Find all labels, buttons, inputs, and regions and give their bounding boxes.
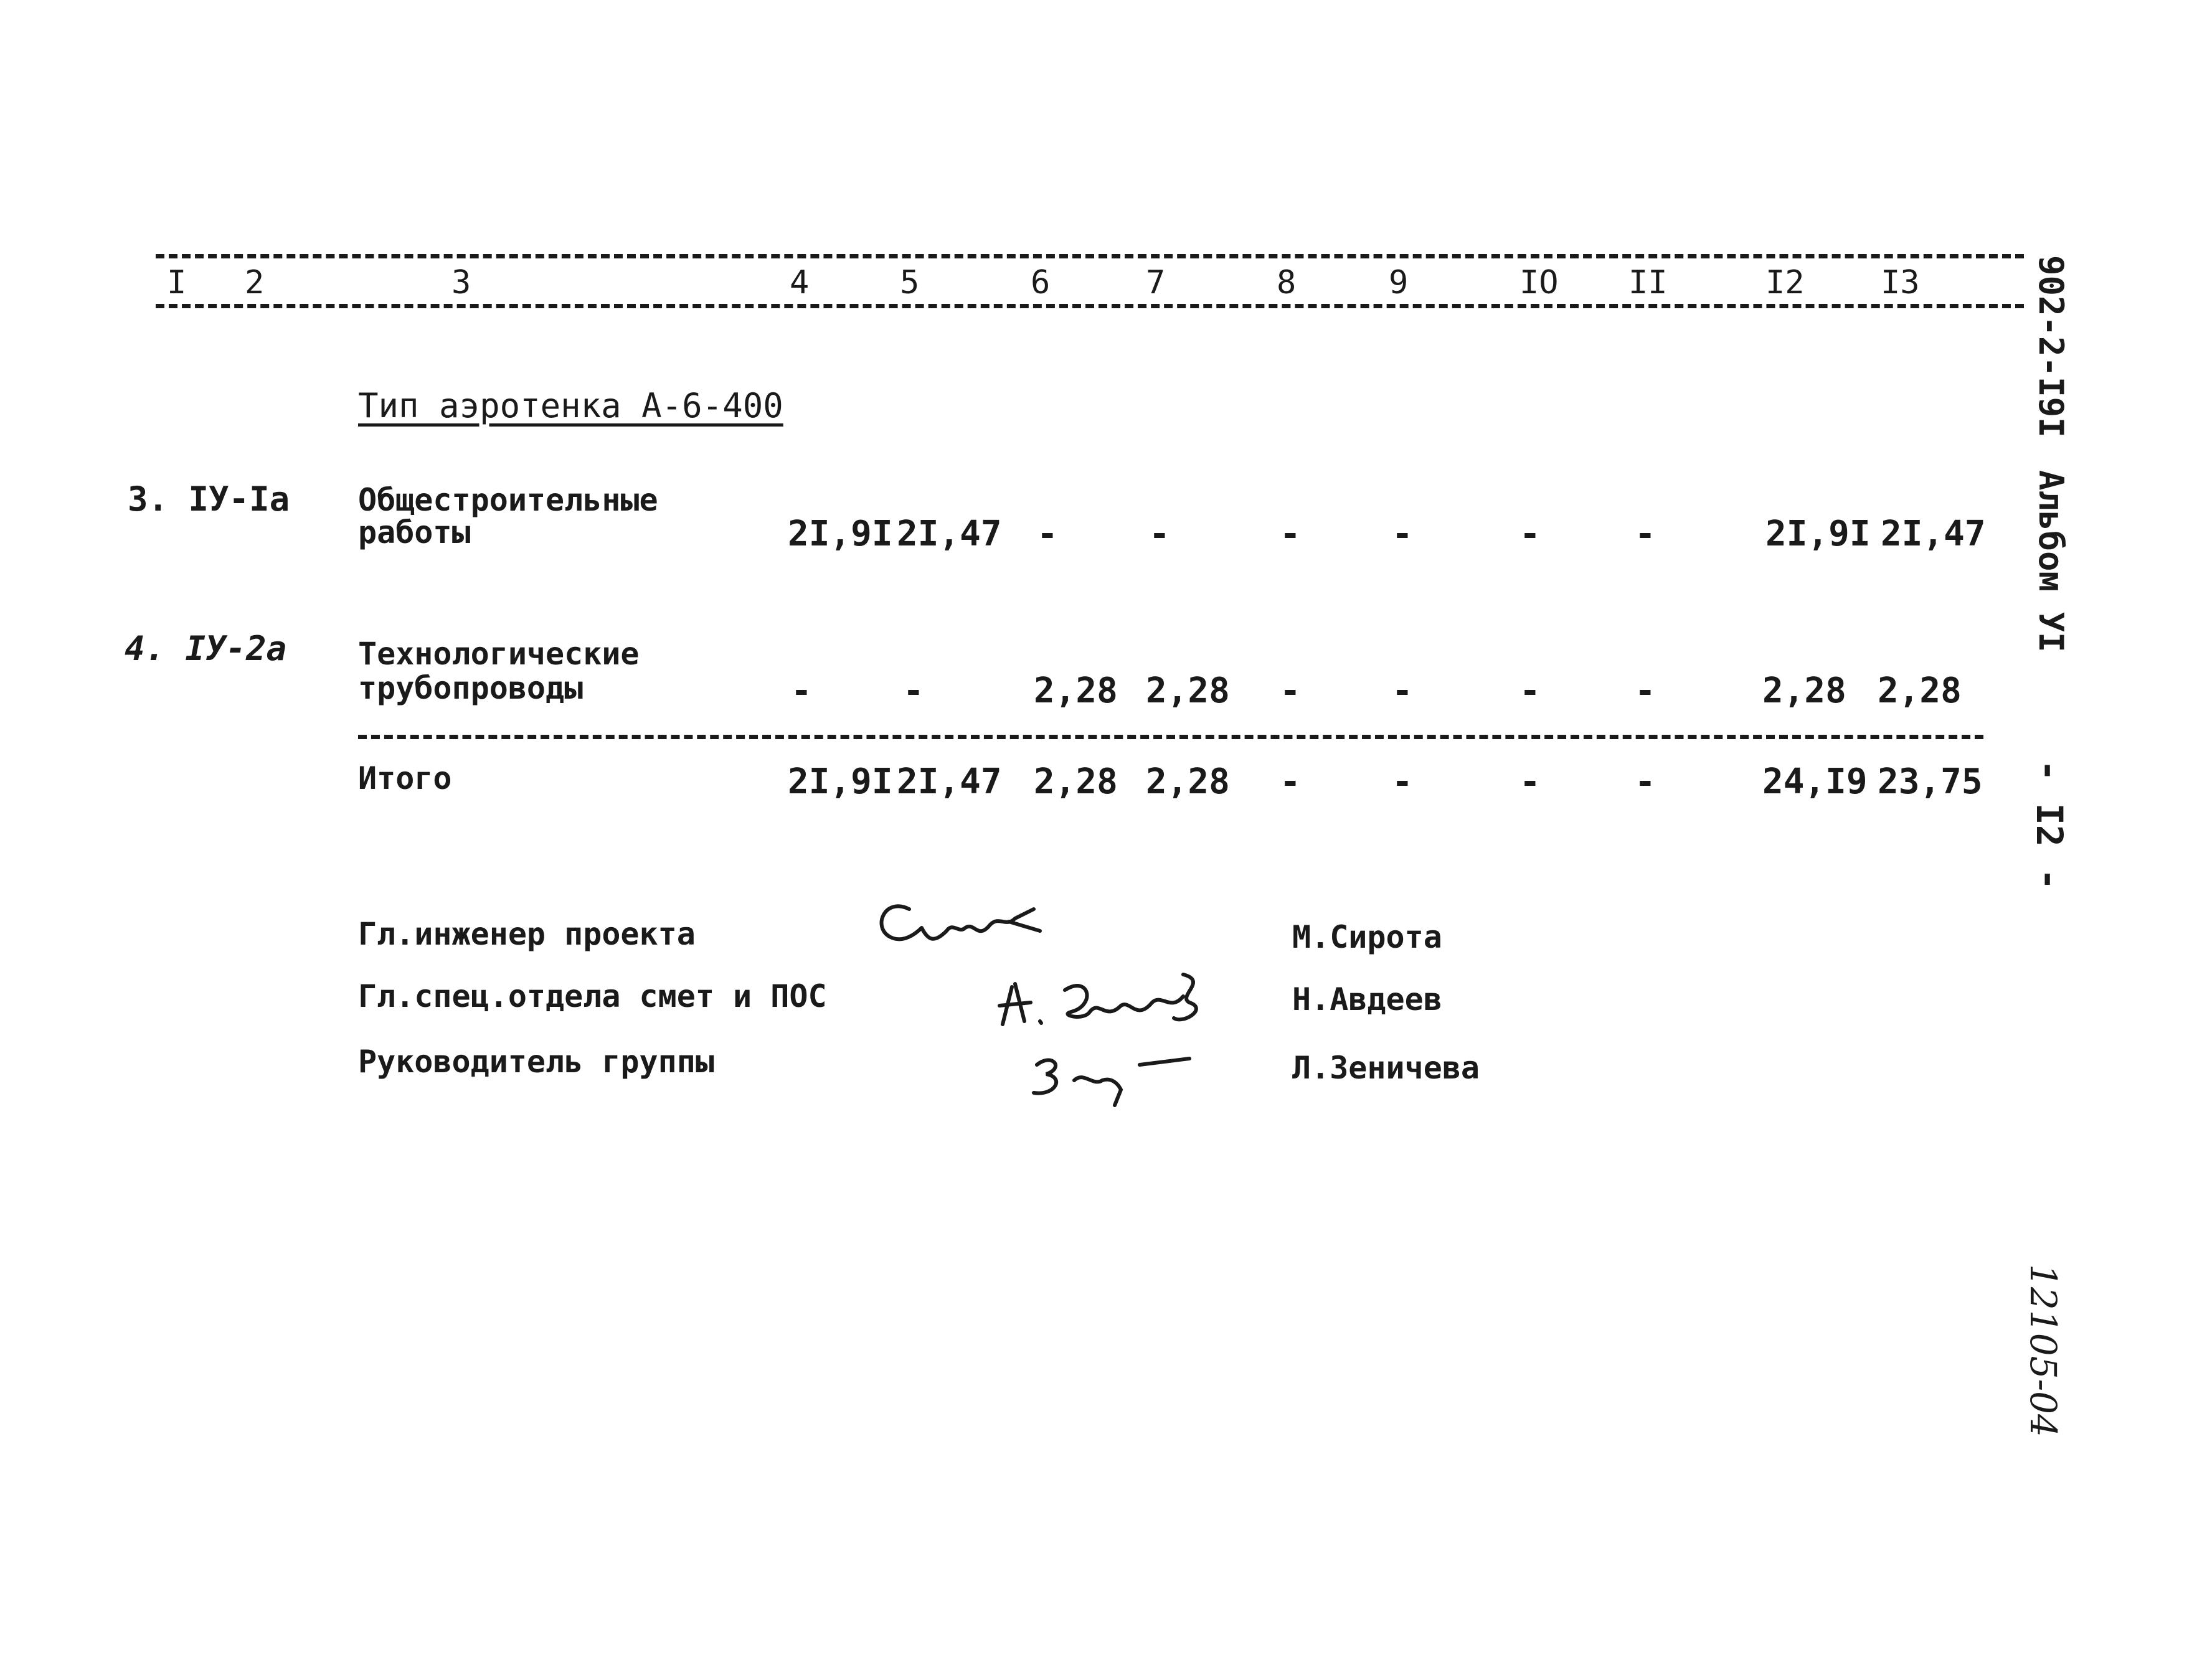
table-cell: 23,75 (1878, 762, 1983, 802)
archive-stamp: 12105-04 (2022, 1264, 2064, 1437)
table-cell: - (1392, 671, 1413, 711)
table-cell: 2,28 (1034, 762, 1118, 802)
total-label: Итого (358, 760, 452, 796)
signature-name: Л.Зеничева (1292, 1050, 1480, 1086)
table-cell: - (1519, 762, 1541, 802)
table-cell: - (1519, 514, 1541, 554)
table-cell: - (1392, 514, 1413, 554)
column-number: 7 (1146, 264, 1166, 301)
table-cell: 2,28 (1146, 671, 1230, 711)
table-cell: 24,I9 (1762, 762, 1868, 802)
table-cell: 2,28 (1762, 671, 1846, 711)
row-name-line: Общестроительные (358, 482, 658, 518)
column-number: 3 (451, 264, 471, 301)
table-cell: 2I,9I (1765, 514, 1871, 554)
column-number: I3 (1881, 264, 1920, 301)
row-name-line: трубопроводы (358, 670, 584, 706)
table-cell: - (1280, 762, 1301, 802)
signature-name: М.Сирота (1292, 919, 1442, 955)
table-cell: 2,28 (1878, 671, 1962, 711)
table-cell: 2I,47 (1881, 514, 1986, 554)
column-number: 2 (245, 264, 265, 301)
table-cell: 2I,47 (897, 762, 1002, 802)
signature-role: Гл.инженер проекта (358, 916, 696, 952)
table-cell: 2I,9I (788, 514, 893, 554)
column-number: I2 (1765, 264, 1805, 301)
table-cell: - (1635, 671, 1656, 711)
table-cell: - (1392, 762, 1413, 802)
column-number: 5 (900, 264, 920, 301)
table-cell: 2I,47 (897, 514, 1002, 554)
album-number: Альбом УI (2031, 470, 2071, 653)
row-number: 4. IУ-2а (125, 629, 287, 668)
row-name-line: Технологические (358, 636, 640, 672)
table-cell: - (1280, 671, 1301, 711)
table-cell: - (1635, 762, 1656, 802)
page-number: - I2 - (2028, 760, 2071, 890)
table-cell: - (1280, 514, 1301, 554)
row-name-line: работы (358, 514, 471, 550)
column-number: I (167, 264, 187, 301)
column-number: 6 (1031, 264, 1051, 301)
handwritten-signature (1028, 1034, 1202, 1117)
table-cell: - (903, 671, 924, 711)
section-title: Тип аэротенка А-6-400 (358, 386, 783, 425)
column-number: II (1628, 264, 1668, 301)
table-cell: 2I,9I (788, 762, 893, 802)
signature-role: Руководитель группы (358, 1044, 714, 1080)
table-cell: - (1635, 514, 1656, 554)
table-cell: - (1037, 514, 1058, 554)
total-separator-rule (358, 735, 1983, 739)
row-number: 3. IУ-Iа (128, 479, 290, 519)
table-cell: - (791, 671, 812, 711)
table-cell: 2,28 (1146, 762, 1230, 802)
table-cell: - (1149, 514, 1170, 554)
document-code: 902-2-I9I (2031, 255, 2071, 438)
column-number: 4 (790, 264, 810, 301)
signature-name: Н.Авдеев (1292, 981, 1442, 1017)
column-number: IO (1519, 264, 1559, 301)
header-bottom-rule (156, 304, 2024, 308)
table-cell: 2,28 (1034, 671, 1118, 711)
column-number: 9 (1389, 264, 1409, 301)
table-cell: - (1519, 671, 1541, 711)
signature-role: Гл.спец.отдела смет и ПОС (358, 978, 827, 1014)
column-number: 8 (1277, 264, 1297, 301)
header-top-rule (156, 254, 2024, 258)
